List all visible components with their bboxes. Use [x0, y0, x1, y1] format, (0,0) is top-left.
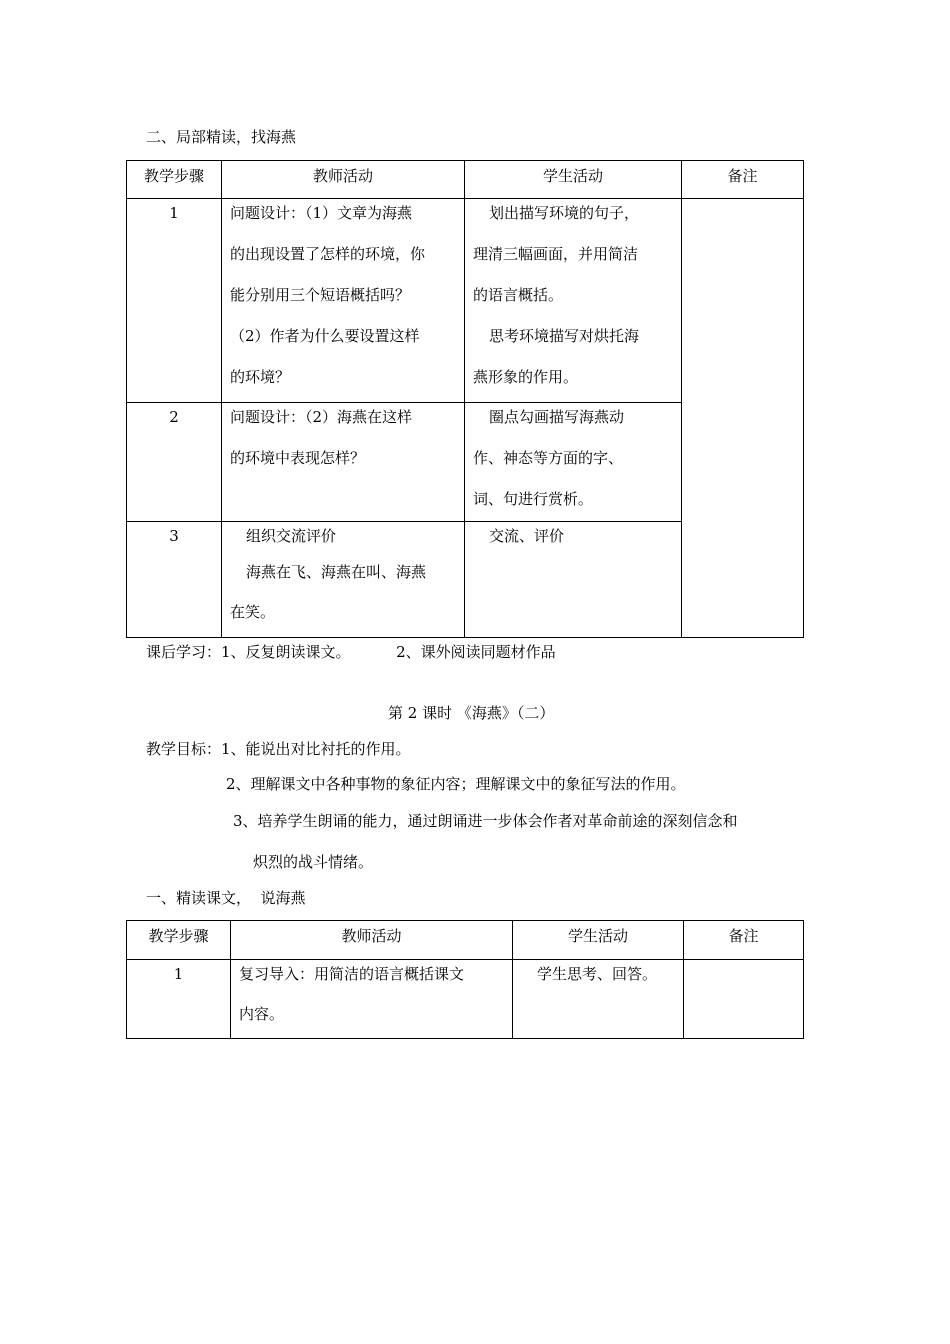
text-line: 学生思考、回答。	[537, 965, 658, 983]
text-line: 的语言概括。	[473, 286, 564, 304]
teacher-activity	[222, 403, 465, 522]
text-line: 交流、评价	[489, 527, 565, 545]
text-line: 问题设计：（1）文章为海燕	[230, 204, 413, 222]
header-teacher: 教师活动	[222, 161, 465, 199]
section2-table	[126, 920, 804, 1039]
table-row	[127, 199, 804, 403]
objective-1: 1、能说出对比衬托的作用。	[221, 740, 411, 758]
header-notes: 备注	[682, 161, 804, 199]
teacher-activity	[231, 960, 513, 1039]
step-number: 3	[127, 522, 222, 638]
text-line: 作、神态等方面的字、	[473, 449, 624, 467]
text-line: 词、句进行赏析。	[473, 490, 594, 508]
student-activity	[465, 522, 682, 638]
student-activity	[465, 403, 682, 522]
text-line: 燕形象的作用。	[473, 368, 579, 386]
step-number: 2	[127, 403, 222, 522]
text-line: 问题设计：（2）海燕在这样	[230, 408, 413, 426]
text-line: 内容。	[239, 1005, 285, 1023]
section1-table	[126, 160, 804, 638]
step-number: 1	[127, 199, 222, 403]
teacher-activity	[222, 522, 465, 638]
text-line: 海燕在飞、海燕在叫、海燕	[246, 563, 427, 581]
homework-item-2: 2、课外阅读同题材作品	[396, 643, 556, 661]
text-line: 在笑。	[230, 603, 276, 621]
text-line: 划出描写环境的句子，	[489, 204, 640, 222]
teacher-activity	[222, 199, 465, 403]
header-teacher: 教师活动	[231, 921, 513, 960]
text-line: 的环境？	[230, 368, 291, 386]
text-line: 的环境中表现怎样？	[230, 449, 366, 467]
student-activity	[465, 199, 682, 403]
objective-3-line-1: 3、培养学生朗诵的能力，通过朗诵进一步体会作者对革命前途的深刻信念和	[233, 812, 738, 830]
objective-2: 2、理解课文中各种事物的象征内容；理解课文中的象征写法的作用。	[226, 775, 686, 793]
text-line: 圈点勾画描写海燕动	[489, 408, 625, 426]
homework-line	[146, 641, 556, 662]
header-step: 教学步骤	[127, 161, 222, 199]
notes-cell	[684, 960, 804, 1039]
student-activity	[513, 960, 684, 1039]
objectives-label: 教学目标：	[146, 740, 222, 758]
section2-heading: 一、精读课文， 说海燕	[146, 889, 306, 907]
homework-item-1: 1、反复朗读课文。	[221, 643, 351, 661]
text-line: 能分别用三个短语概括吗？	[230, 286, 411, 304]
section1-heading: 二、局部精读，找海燕	[146, 128, 297, 146]
text-line: 理清三幅画面，并用简洁	[473, 245, 639, 263]
lesson2-title: 第 2 课时 《海燕》（二）	[388, 704, 555, 722]
text-line: 思考环境描写对烘托海	[489, 327, 640, 345]
header-student: 学生活动	[513, 921, 684, 960]
text-line: 复习导入：用简洁的语言概括课文	[239, 965, 465, 983]
step-number: 1	[127, 960, 231, 1039]
notes-cell	[682, 199, 804, 638]
header-student: 学生活动	[465, 161, 682, 199]
table-header-row	[127, 921, 804, 960]
objective-3-line-2: 炽烈的战斗情绪。	[253, 853, 374, 871]
text-line: （2）作者为什么要设置这样	[230, 327, 420, 345]
homework-label: 课后学习：	[146, 643, 222, 661]
objective-line-1	[146, 738, 411, 759]
text-line: 的出现设置了怎样的环境，你	[230, 245, 426, 263]
header-step: 教学步骤	[127, 921, 231, 960]
table-row	[127, 960, 804, 1039]
table-header-row	[127, 161, 804, 199]
text-line: 组织交流评价	[246, 527, 337, 545]
header-notes: 备注	[684, 921, 804, 960]
